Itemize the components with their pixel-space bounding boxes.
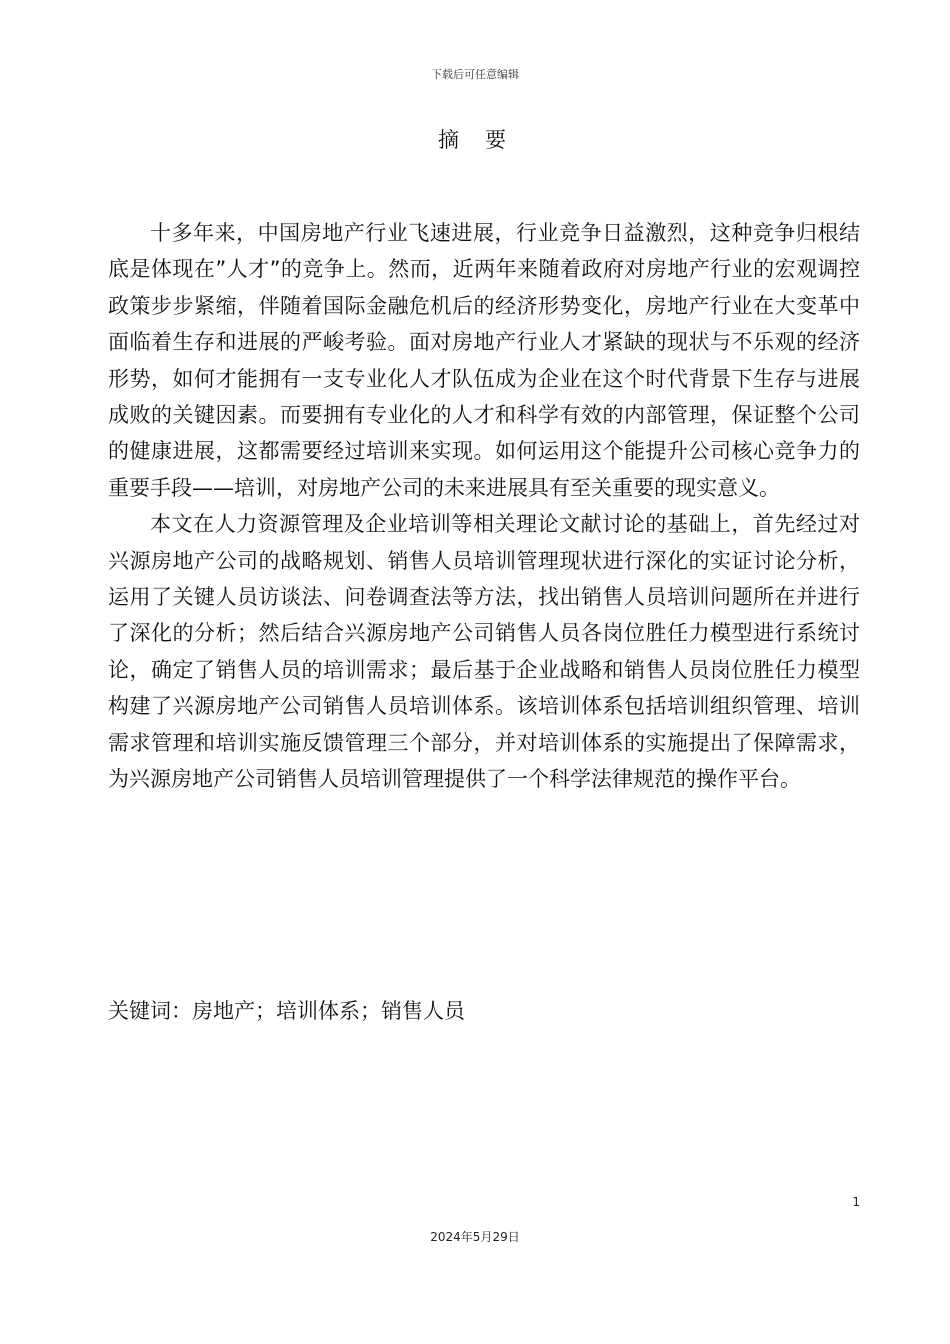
abstract-paragraph-1: 十多年来，中国房地产行业飞速进展，行业竞争日益激烈，这种竞争归根结底是体现在”人才”的竞争上。然而，近两年来随着政府对房地产行业的宏观调控政策步步紧缩，伴随着国际金融危机后的经济形势变化，房地产行业在大变革中面临着生存和进展的严峻考验。面对房地产行业人才紧缺的现状与不乐观的经济形势，如何才能拥有一支专业化人才队伍成为企业在这个时代背景下生存与进展成败的关键因素。而要拥有专业化的人才和科学有效的内部管理，保证整个公司的健康进展，这都需要经过培训来实现。如何运用这个能提升公司核心竞争力的重要手段——培训，对房地产公司的未来进展具有至关重要的现实意义。 [108, 221, 860, 500]
keywords-line: 关键词：房地产；培训体系；销售人员 [108, 999, 465, 1023]
page-header-note: 下载后可任意编辑 [431, 68, 519, 81]
footer-date: 2024年5月29日 [430, 1230, 520, 1244]
abstract-paragraph-2: 本文在人力资源管理及企业培训等相关理论文献讨论的基础上，首先经过对兴源房地产公司的战略规划、销售人员培训管理现状进行深化的实证讨论分析，运用了关键人员访谈法、问卷调查法等方法，找出销售人员培训问题所在并进行了深化的分析；然后结合兴源房地产公司销售人员各岗位胜任力模型进行系统讨论，确定了销售人员的培训需求；最后基于企业战略和销售人员岗位胜任力模型构建了兴源房地产公司销售人员培训体系。该培训体系包括培训组织管理、培训需求管理和培训实施反馈管理三个部分，并对培训体系的实施提出了保障需求，为兴源房地产公司销售人员培训管理提供了一个科学法律规范的操作平台。 [108, 512, 860, 792]
abstract-body [108, 215, 860, 798]
page-title: 摘要 [438, 128, 532, 152]
page-number: 1 [852, 1195, 860, 1209]
